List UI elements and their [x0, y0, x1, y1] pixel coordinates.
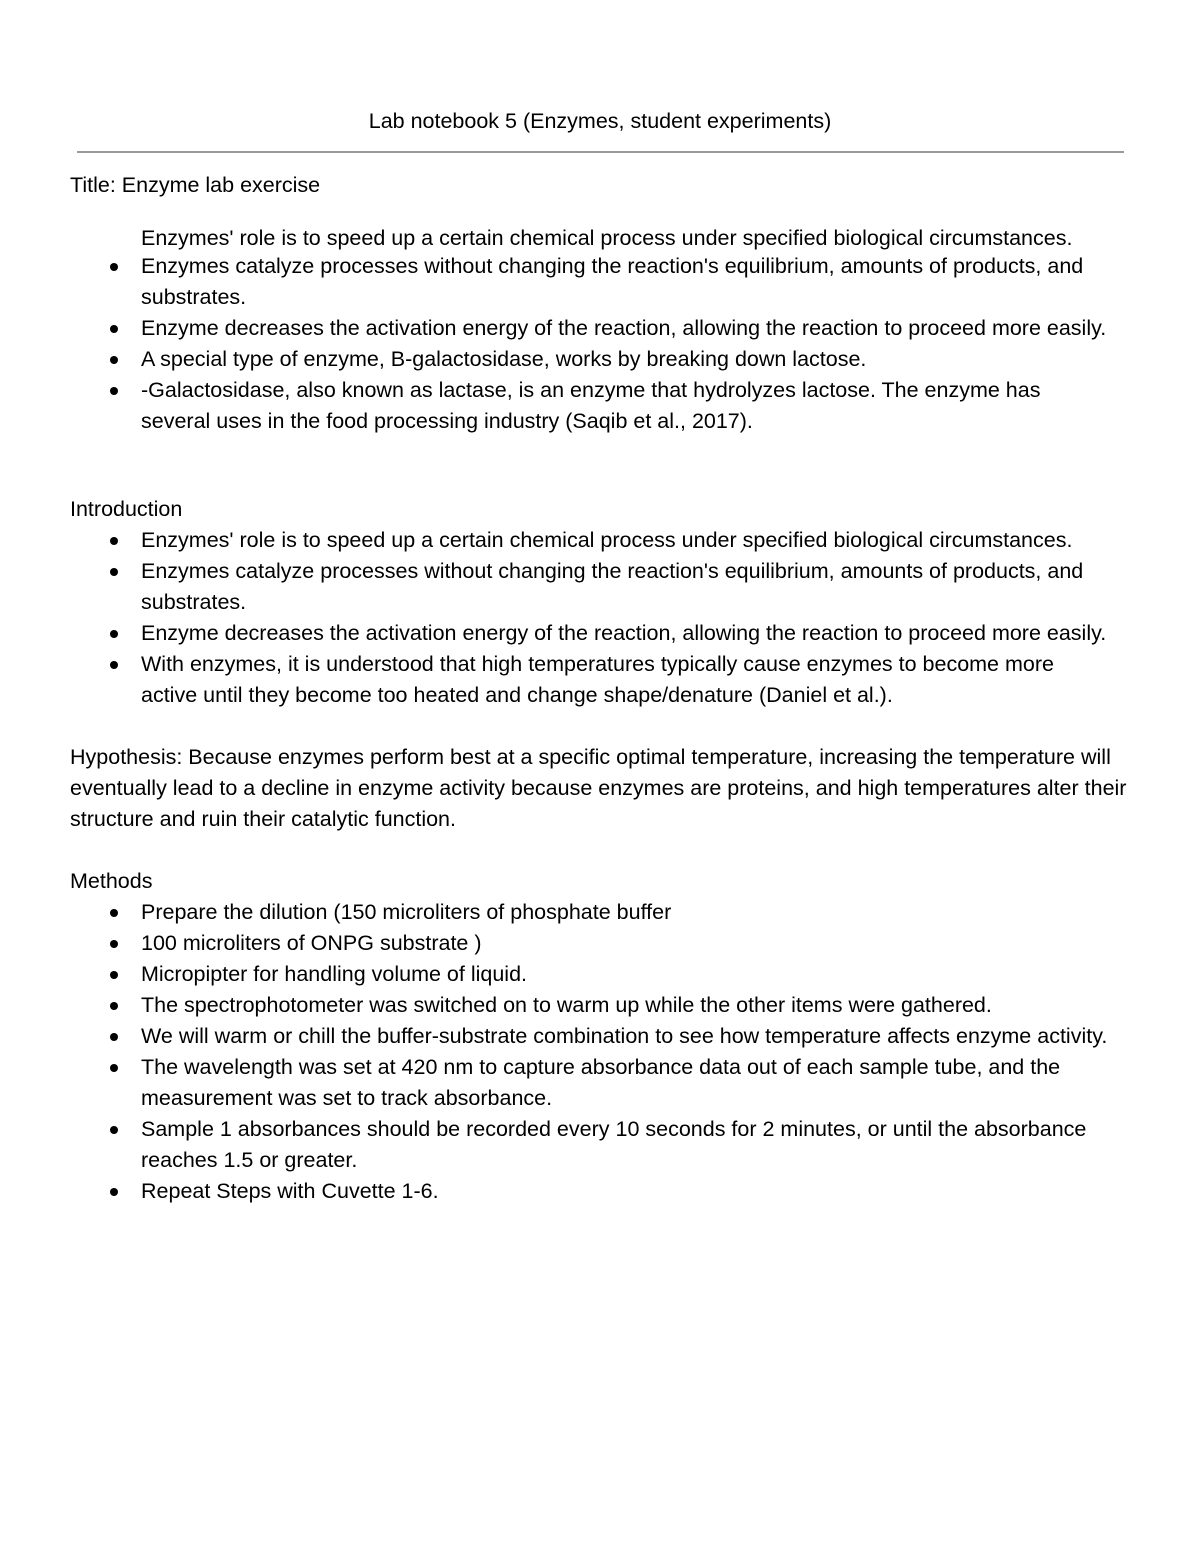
list-item: -Galactosidase, also known as lactase, is an enzyme that hydrolyzes lactose. The enzyme has several uses in the food processing industry (Saqib et al., 2017).	[70, 375, 1111, 437]
list-item: Micropipter for handling volume of liquid.	[70, 959, 1111, 990]
introduction-heading: Introduction	[70, 497, 183, 521]
introduction-bullet-list	[70, 525, 1130, 711]
methods-heading: Methods	[70, 869, 153, 893]
title-line: Title: Enzyme lab exercise	[70, 173, 321, 197]
methods-bullet-list	[70, 897, 1130, 1207]
bullet-icon	[110, 263, 118, 271]
list-item: Enzymes catalyze processes without changing the reaction's equilibrium, amounts of products, and substrates.	[70, 251, 1111, 313]
list-item: With enzymes, it is understood that high temperatures typically cause enzymes to become more active until they become too heated and change shape/denature (Daniel et al.).	[70, 649, 1111, 711]
bullet-icon	[110, 1033, 118, 1041]
bullet-icon	[110, 940, 118, 948]
bullet-icon	[110, 568, 118, 576]
bullet-icon	[110, 325, 118, 333]
list-item: The spectrophotometer was switched on to warm up while the other items were gathered.	[70, 990, 1111, 1021]
list-item: We will warm or chill the buffer-substrate combination to see how temperature affects enzyme activity.	[70, 1021, 1111, 1052]
list-item: Repeat Steps with Cuvette 1-6.	[70, 1176, 1111, 1207]
title-bullet-list	[70, 251, 1130, 437]
list-item: Enzyme decreases the activation energy of the reaction, allowing the reaction to proceed more easily.	[70, 618, 1111, 649]
list-item: 100 microliters of ONPG substrate )	[70, 928, 1111, 959]
list-item: Sample 1 absorbances should be recorded every 10 seconds for 2 minutes, or until the absorbance reaches 1.5 or greater.	[70, 1114, 1111, 1176]
list-item: A special type of enzyme, B-galactosidase, works by breaking down lactose.	[70, 344, 1111, 375]
bullet-icon	[110, 356, 118, 364]
list-item: Prepare the dilution (150 microliters of phosphate buffer	[70, 897, 1111, 928]
bullet-icon	[110, 387, 118, 395]
list-item: Enzymes' role is to speed up a certain chemical process under specified biological circumstances.	[70, 525, 1111, 556]
bullet-icon	[110, 537, 118, 545]
document-header-title: Lab notebook 5 (Enzymes, student experiments)	[368, 109, 832, 133]
list-item: Enzymes catalyze processes without changing the reaction's equilibrium, amounts of products, and substrates.	[70, 556, 1111, 618]
document-body	[70, 170, 1130, 1207]
list-item: Enzyme decreases the activation energy of the reaction, allowing the reaction to proceed more easily.	[70, 313, 1111, 344]
bullet-icon	[110, 630, 118, 638]
bullet-icon	[110, 1002, 118, 1010]
bullet-icon	[110, 909, 118, 917]
bullet-icon	[110, 1126, 118, 1134]
bullet-icon	[110, 661, 118, 669]
hypothesis-paragraph: Hypothesis: Because enzymes perform best at a specific optimal temperature, increasing the temperature will eventually lead to a decline in enzyme activity because enzymes are proteins, and high temperatures alter their structure and ruin their catalytic function.	[70, 745, 1127, 831]
bullet-icon	[110, 1188, 118, 1196]
title-paragraph: Enzymes' role is to speed up a certain chemical process under specified biological circumstances.	[141, 226, 1073, 250]
list-item: The wavelength was set at 420 nm to capture absorbance data out of each sample tube, and the measurement was set to track absorbance.	[70, 1052, 1111, 1114]
bullet-icon	[110, 971, 118, 979]
bullet-icon	[110, 1064, 118, 1072]
header-divider	[77, 151, 1124, 153]
